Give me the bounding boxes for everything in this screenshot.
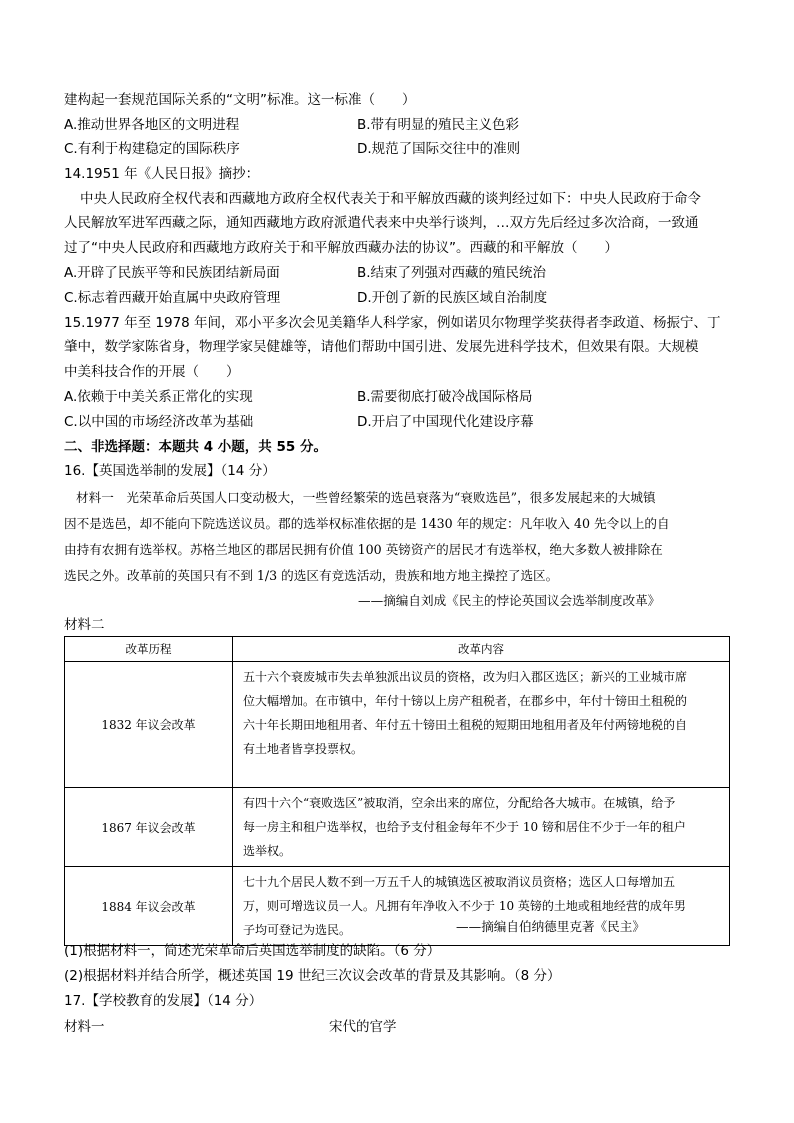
q16-material1-line: 由持有农拥有选举权。苏格兰地区的郡居民拥有价值 100 英镑资产的居民才有选举权，绝大多数人被排除在 — [64, 542, 663, 557]
content-line: 有四十六个“衰败选区”被取消，空余出来的席位，分配给各大城市。在城镇，给予 — [243, 796, 676, 810]
table-cell-stage: 1832 年议会改革 — [65, 662, 233, 788]
q16-material2-source: ——摘编自伯纳德里克著《民主》 — [456, 919, 645, 934]
q14-option-c: C.标志着西藏开始直属中央政府管理 — [64, 290, 281, 306]
table-cell-stage: 1884 年议会改革 — [65, 867, 233, 946]
reform-table — [64, 636, 730, 946]
table-cell-content — [233, 662, 730, 788]
q14-option-a: A.开辟了民族平等和民族团结新局面 — [64, 265, 280, 281]
q14-title: 14.1951 年《人民日报》摘抄： — [64, 166, 260, 182]
q14-option-b: B.结束了列强对西藏的殖民统治 — [357, 265, 547, 281]
q13-stem: 建构起一套规范国际关系的“文明”标准。这一标准（ ） — [64, 92, 416, 108]
content-line: 五十六个衰废城市失去单独派出议员的资格，改为归入郡区选区；新兴的工业城市席 — [243, 670, 688, 684]
q13-option-d: D.规范了国际交往中的准则 — [357, 141, 521, 157]
content-line: 子均可登记为选民。 — [243, 923, 352, 937]
q16-subquestion-2: (2)根据材料并结合所学，概述英国 19 世纪三次议会改革的背景及其影响。（8 分） — [64, 968, 561, 984]
q15-option-c: C.以中国的市场经济改革为基础 — [64, 414, 254, 430]
content-line: 有土地者皆享投票权。 — [243, 742, 364, 756]
content-line: 七十九个居民人数不到一万五千人的城镇选区被取消议员资格；选区人口每增加五 — [243, 875, 676, 889]
q16-material1-source: ——摘编自刘成《民主的悖论英国议会选举制度改革》 — [358, 593, 661, 608]
content-line: 选举权。 — [243, 844, 292, 858]
content-line: 万，则可增选议员一人。凡拥有年净收入不少于 10 英镑的土地或租地经营的成年男 — [243, 899, 686, 913]
q14-line: 人民解放军进军西藏之际，通知西藏地方政府派遣代表来中央举行谈判，…双方先后经过多次洽商，一致通 — [64, 215, 699, 231]
content-line: 位大幅增加。在市镇中，年付十镑以上房产租税者，在郡乡中，年付十镑田土租税的 — [243, 694, 688, 708]
q16-subquestion-1: (1)根据材料一，简述光荣革命后英国选举制度的缺陷。（6 分） — [64, 943, 441, 959]
content-line: 六十年长期田地租用者、年付五十镑田土租税的短期田地租用者及年付两镑地税的自 — [243, 718, 688, 732]
q13-option-c: C.有利于构建稳定的国际秩序 — [64, 141, 240, 157]
table-row — [65, 662, 730, 788]
q14-line: 中央人民政府全权代表和西藏地方政府全权代表关于和平解放西藏的谈判经过如下：中央人民政府于命令 — [80, 191, 701, 207]
table-cell-content — [233, 788, 730, 867]
table-row — [65, 788, 730, 867]
section-heading: 二、非选择题：本题共 4 小题，共 55 分。 — [64, 439, 327, 455]
content-line: 每一房主和租户选举权，也给予支付租金每年不少于 10 镑和居住不少于一年的租户 — [243, 820, 686, 834]
q16-material1-line: 因不是选邑，却不能向下院选送议员。郡的选举权标准依据的是 1430 年的规定：凡年收入 40 先令以上的自 — [64, 516, 670, 531]
q15-option-d: D.开启了中国现代化建设序幕 — [357, 414, 534, 430]
table-header: 改革历程 — [65, 637, 233, 662]
q16-material2-label: 材料二 — [64, 617, 105, 633]
q15-option-a: A.依赖于中美关系正常化的实现 — [64, 389, 253, 405]
q14-option-d: D.开创了新的民族区域自治制度 — [357, 290, 548, 306]
table-header: 改革内容 — [233, 637, 730, 662]
q15-line: 中美科技合作的开展（ ） — [64, 364, 240, 380]
q13-option-a: A.推动世界各地区的文明进程 — [64, 117, 240, 133]
q16-title: 16.【英国选举制的发展】（14 分） — [64, 463, 276, 479]
table-header-row — [65, 637, 730, 662]
q17-material1-label: 材料一 — [64, 1019, 105, 1035]
q15-line: 15.1977 年至 1978 年间，邓小平多次会见美籍华人科学家，例如诺贝尔物理学奖获得者李政道、杨振宁、丁 — [64, 315, 721, 331]
q15-option-b: B.需要彻底打破冷战国际格局 — [357, 389, 533, 405]
q13-option-b: B.带有明显的殖民主义色彩 — [357, 117, 520, 133]
q14-line: 过了“中央人民政府和西藏地方政府关于和平解放西藏办法的协议”。西藏的和平解放（ ） — [64, 240, 618, 256]
q17-material1-caption: 宋代的官学 — [329, 1019, 397, 1035]
table-cell-stage: 1867 年议会改革 — [65, 788, 233, 867]
q17-title: 17.【学校教育的发展】（14 分） — [64, 993, 263, 1009]
q16-material1-line: 选民之外。改革前的英国只有不到 1/3 的选区有竞选活动，贵族和地方地主操控了选区。 — [64, 568, 559, 583]
q16-material1-line: 材料一 光荣革命后英国人口变动极大，一些曾经繁荣的选邑衰落为“衰败选邑”，很多发展起来的大城镇 — [76, 490, 656, 505]
q15-line: 肇中，数学家陈省身，物理学家吴健雄等，请他们帮助中国引进、发展先进科学技术，但效果有限。大规模 — [64, 339, 699, 355]
